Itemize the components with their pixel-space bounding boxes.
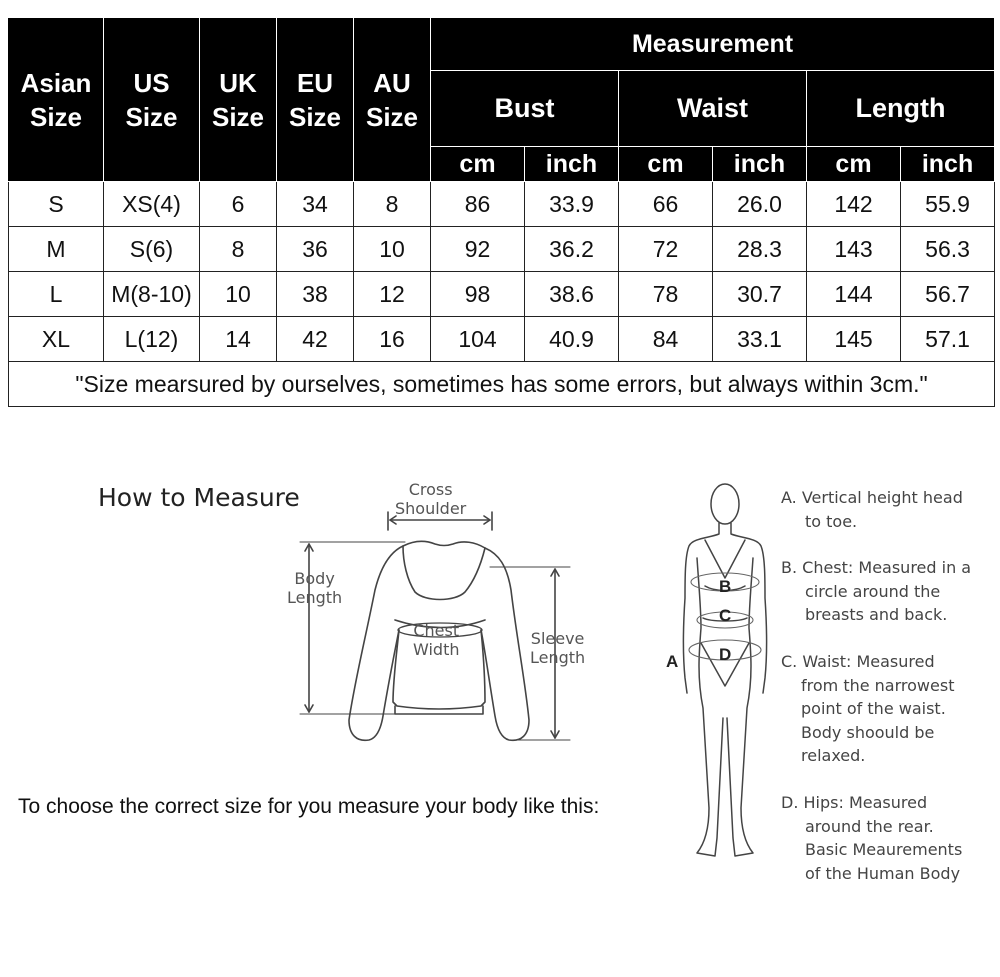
- table-cell: 38.6: [525, 272, 619, 317]
- sleeve-length-label: Sleeve Length: [530, 629, 586, 667]
- table-cell: 57.1: [901, 317, 995, 362]
- size-note: "Size mearsured by ourselves, sometimes has some errors, but always within 3cm.": [9, 362, 995, 407]
- table-cell: M: [9, 227, 104, 272]
- table-cell: S: [9, 182, 104, 227]
- header-unit-inch: inch: [525, 147, 619, 182]
- definition-a: A. Vertical height head to toe.: [781, 488, 963, 531]
- table-cell: M(8-10): [104, 272, 200, 317]
- cross-shoulder-label: Cross Shoulder: [395, 480, 467, 518]
- table-cell: 86: [431, 182, 525, 227]
- table-cell: 10: [200, 272, 277, 317]
- table-cell: L: [9, 272, 104, 317]
- how-to-measure-title: How to Measure: [98, 483, 300, 512]
- table-cell: 30.7: [713, 272, 807, 317]
- table-cell: 36: [277, 227, 354, 272]
- definition-c: C. Waist: Measured from the narrowest point of the waist. Body shoould be relaxed.: [781, 652, 955, 765]
- body-marker-a: A: [666, 652, 679, 671]
- table-cell: 10: [354, 227, 431, 272]
- header-asian-size: Asian Size: [9, 18, 104, 182]
- header-unit-cm: cm: [431, 147, 525, 182]
- note-row: [9, 362, 995, 407]
- table-cell: 38: [277, 272, 354, 317]
- table-cell: 78: [619, 272, 713, 317]
- table-cell: 14: [200, 317, 277, 362]
- header-unit-cm: cm: [807, 147, 901, 182]
- table-row: [9, 317, 995, 362]
- choose-size-instruction: To choose the correct size for you measure your body like this:: [18, 795, 600, 818]
- table-cell: 42: [277, 317, 354, 362]
- size-chart-table: [8, 18, 995, 407]
- header-bust: Bust: [431, 71, 619, 147]
- table-cell: 16: [354, 317, 431, 362]
- header-waist: Waist: [619, 71, 807, 147]
- header-length: Length: [807, 71, 995, 147]
- body-marker-c: C: [719, 606, 732, 625]
- table-cell: 12: [354, 272, 431, 317]
- table-cell: 84: [619, 317, 713, 362]
- table-cell: 33.1: [713, 317, 807, 362]
- table-cell: 98: [431, 272, 525, 317]
- header-unit-cm: cm: [619, 147, 713, 182]
- header-au-size: AU Size: [354, 18, 431, 182]
- table-cell: 104: [431, 317, 525, 362]
- body-figure: [675, 478, 775, 866]
- table-cell: 8: [200, 227, 277, 272]
- table-cell: 145: [807, 317, 901, 362]
- definition-b: B. Chest: Measured in a circle around the breasts and back.: [781, 558, 972, 624]
- table-row: [9, 227, 995, 272]
- table-cell: 56.7: [901, 272, 995, 317]
- table-cell: 33.9: [525, 182, 619, 227]
- table-cell: 142: [807, 182, 901, 227]
- table-row: [9, 182, 995, 227]
- table-cell: 36.2: [525, 227, 619, 272]
- chest-width-label: Chest Width: [413, 621, 460, 659]
- table-cell: 56.3: [901, 227, 995, 272]
- header-unit-inch: inch: [713, 147, 807, 182]
- table-cell: S(6): [104, 227, 200, 272]
- definition-d: D. Hips: Measured around the rear. Basic Meaurements of the Human Body: [781, 793, 963, 883]
- table-cell: XS(4): [104, 182, 200, 227]
- table-cell: 72: [619, 227, 713, 272]
- table-cell: 34: [277, 182, 354, 227]
- header-uk-size: UK Size: [200, 18, 277, 182]
- table-cell: 40.9: [525, 317, 619, 362]
- table-cell: 143: [807, 227, 901, 272]
- table-cell: 92: [431, 227, 525, 272]
- table-row: [9, 272, 995, 317]
- table-cell: 6: [200, 182, 277, 227]
- table-cell: 26.0: [713, 182, 807, 227]
- body-length-label: Body Length: [287, 569, 343, 607]
- table-cell: 66: [619, 182, 713, 227]
- header-measurement: Measurement: [431, 18, 995, 71]
- header-us-size: US Size: [104, 18, 200, 182]
- body-marker-b: B: [719, 577, 732, 596]
- header-unit-inch: inch: [901, 147, 995, 182]
- table-cell: XL: [9, 317, 104, 362]
- table-cell: 8: [354, 182, 431, 227]
- body-marker-d: D: [719, 645, 732, 664]
- table-cell: 55.9: [901, 182, 995, 227]
- table-cell: 28.3: [713, 227, 807, 272]
- table-cell: 144: [807, 272, 901, 317]
- table-cell: L(12): [104, 317, 200, 362]
- header-eu-size: EU Size: [277, 18, 354, 182]
